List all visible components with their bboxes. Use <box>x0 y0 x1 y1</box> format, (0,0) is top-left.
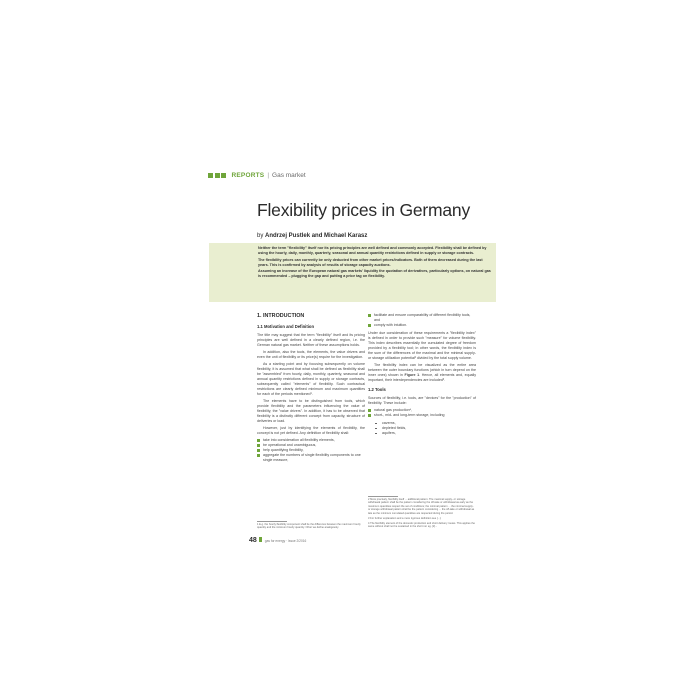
byline <box>257 233 367 239</box>
byline-authors: Andrzej Pustlek and Michael Karasz <box>265 233 368 239</box>
page-footer <box>249 537 306 544</box>
list-item: facilitate and ensure comparability of different flexibility tools, and <box>368 313 476 323</box>
byline-by: by <box>257 233 264 239</box>
subsection-heading: 1.2 Tools <box>368 387 386 392</box>
footnote-left: 1 E.g. the hourly flexibility component shall be the difference between the maximum hourly quantity and the minimum hourly quantity. Other we define analogously. <box>257 523 361 530</box>
body-paragraph: In addition, also the tools, the elements, the value drivers and even the unit of flexibility or its price(s) require for the investigation. <box>257 350 365 359</box>
abstract-box <box>209 243 496 302</box>
subsection-heading: 1.1 Motivation and Definition <box>257 324 314 329</box>
right-column <box>368 313 476 439</box>
footnote-right-4: 4 The flexibility element of the domestic production and short delivery routes. This applies the same without shall not be sustained in the short run eg. [2]... <box>368 522 475 529</box>
list-item: be operational and unambiguous, <box>257 443 365 448</box>
abstract-paragraph: The flexibility prices can currently be only deducted from other market prices/indicators. Both of them decreased during the last years. This is confirmed by analysis of results of storage capacity auctions. <box>258 257 483 267</box>
topic-label: Gas market <box>272 171 306 179</box>
body-text: Hence, all elements and, equally important, their interdependencies are included³. <box>368 373 477 382</box>
footnote-right-3: 3 For further explanation and a more rigorous definition see [...]. <box>368 517 442 520</box>
sublist-item: depleted fields, <box>368 426 476 431</box>
header-square-icon <box>221 173 226 178</box>
figure-reference[interactable]: Figure 1 <box>404 373 420 377</box>
tools-list <box>368 408 476 418</box>
body-paragraph: The elements have to be distinguished from tools, which provide flexibility and the parameters influencing the value of flexibility, the "value drivers". In addition, it has to be observed that flexibility is a distinctly different concept from capacity, structure of deliveries or load. <box>257 399 365 423</box>
body-paragraph: The flexibility index can be visualized as the entire area between the outer boundary functions (which in turn depend on the inner ones) shown in Figure 1. Hence, all elements and, equally important, their interdependencies are included³. <box>368 363 477 382</box>
sublist-item: caverns, <box>368 421 476 426</box>
footnote-rule <box>257 521 287 522</box>
header-square-icon <box>215 173 220 178</box>
storage-sublist <box>368 421 476 436</box>
list-item: take into consideration all flexibility elements, <box>257 438 365 443</box>
article-title: Flexibility prices in Germany <box>257 200 471 220</box>
definition-list-continued <box>368 313 476 328</box>
list-item: help quantifying flexibility, <box>257 448 365 453</box>
body-paragraph: Sources of flexibility, i.e. tools, are "devices" for the "production" of flexibility. These include: <box>368 396 476 405</box>
footer-bar-icon <box>259 537 262 542</box>
header-separator: | <box>267 171 270 179</box>
body-paragraph: The title may suggest that the term "flexibility" itself and its pricing principles are well defined in a clearly defined region, i.e. the German natural gas market. Neither of these assumptions holds. <box>257 333 365 347</box>
section-label: REPORTS <box>231 171 265 179</box>
list-item: comply with intuition. <box>368 323 476 328</box>
journal-name: gas for energy · Issue 2/2016 <box>264 539 307 543</box>
section-header <box>208 170 306 180</box>
footnote-right-2: 2 More precisely, flexibility itself ... additional pattern. The maximal supply- or storage withdrawal pattern shall be the pattern considering the off-take or withdrawal as early as the maximum quantities respect the set of conditions; the minimal pattern ... the minimal supply- or storage withdrawal pattern shall be the pattern considering ... the off-take or withdrawal as late as the minimum cumulated quantities are respected during the period. <box>368 498 475 515</box>
body-paragraph: As a starting point and by focusing subsequently on volume flexibility, it is assumed that what shall be defined as flexibility shall be "assembled" from hourly, daily, monthly, quarterly, seasonal and annual quantity restrictions defined in supply or storage contracts, subsequently called "elements" of flexibility. Such contractual restrictions are clearly defined minimum and maximum quantities for each of the periods mentioned¹. <box>257 362 365 396</box>
list-item: short-, mid- and long-term storage, including <box>368 413 476 418</box>
abstract-paragraph: Assuming an increase of the European natural gas markets' liquidity the quotation of derivatives, particularly options, on natural gas is recommended – plugging the gap and putting a price tag on flexibility. <box>258 269 491 278</box>
list-item: natural gas production⁴, <box>368 408 476 413</box>
body-text: The flexibility index can be visualized as the entire area between the outer boundary functions (which in turn depend on the inner ones) shown in <box>368 363 476 377</box>
body-paragraph: Under due consideration of these requirements a "flexibility index" is defined in order to provide such "measure" for volume flexibility. This index describes essentially the cumulated degree of freedom provided by a flexibility tool; in other words, the flexibility index is the sum of the differences of the maximal and the minimal supply- or storage utilization potential² divided by the total supply volume. <box>368 331 476 360</box>
page-number: 48 <box>249 537 257 544</box>
list-item: aggregate the numbers of single flexibility components to one single measure, <box>257 453 365 463</box>
footnote-rule <box>368 496 398 497</box>
section-heading: 1. INTRODUCTION <box>257 313 305 319</box>
left-column <box>257 313 365 466</box>
header-square-icon <box>208 173 213 178</box>
body-paragraph: However, just by identifying the elements of flexibility, the concept is not yet defined. Any definition of flexibility shall: <box>257 426 365 435</box>
definition-list <box>257 438 365 463</box>
sublist-item: aquifers, <box>368 431 476 436</box>
abstract-paragraph: Neither the term "flexibility" itself nor its pricing principles are well defined and commonly accepted. Flexibility shall be defined by using the hourly, daily, monthly, quarterly, seasonal and annual quantity restrictions defined in supply or storage contracts. <box>258 246 487 255</box>
